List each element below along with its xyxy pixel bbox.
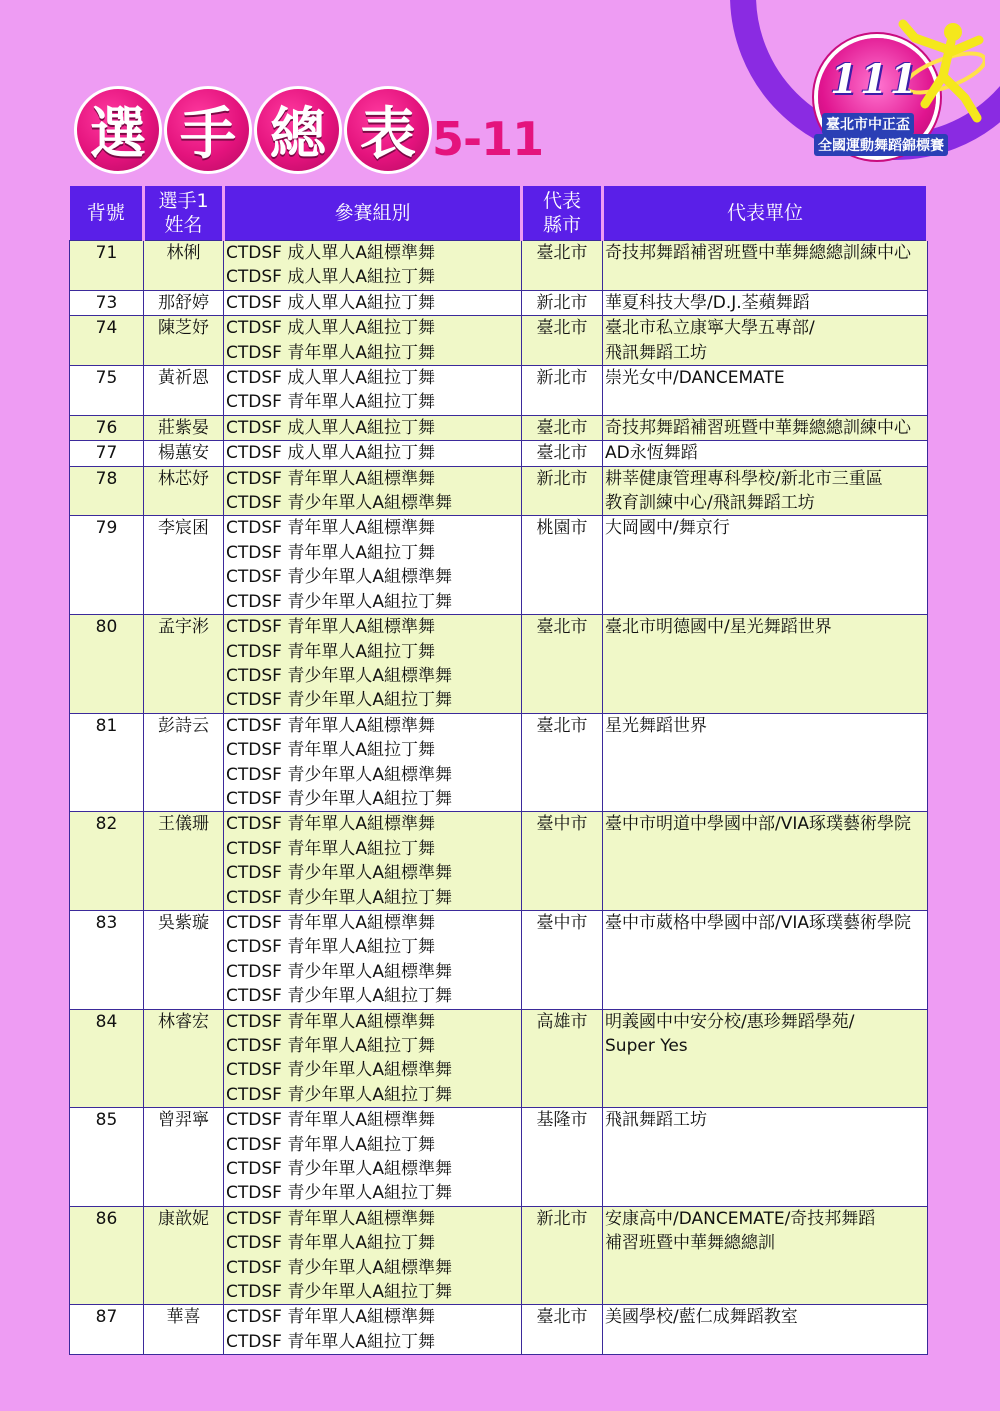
logo-text-line2: 全國運動舞蹈錦標賽 [814,134,948,156]
event-item: CTDSF 成人單人A組拉丁舞 [226,318,435,339]
event-item: CTDSF 青年單人A組拉丁舞 [226,1036,435,1056]
unit [603,366,928,416]
event-list [224,516,522,615]
unit [603,910,928,1009]
event-item: CTDSF 青少年單人A組標準舞 [226,567,452,588]
unit-line: 臺中市明道中學國中部/VIA琢璞藝術學院 [605,814,911,835]
unit-line: 補習班暨中華舞總總訓 [605,1233,775,1254]
table-row [70,1305,928,1355]
title-char: 表 [344,86,432,174]
unit-line: 臺北市私立康寧大學五專部/ [605,318,815,339]
player-name: 彭詩云 [144,713,224,812]
row-number: 74 [70,316,144,366]
county: 臺北市 [522,241,603,291]
event-list [224,366,522,416]
unit [603,615,928,714]
event-item: CTDSF 青年單人A組拉丁舞 [226,740,435,761]
unit [603,713,928,812]
county: 臺北市 [522,1305,603,1355]
event-item: CTDSF 青少年單人A組標準舞 [226,863,452,884]
event-item: CTDSF 成人單人A組拉丁舞 [226,292,435,313]
col-header-no: 背號 [70,186,144,241]
county: 新北市 [522,290,603,315]
row-number: 79 [70,516,144,615]
event-item: CTDSF 成人單人A組標準舞 [226,243,435,263]
event-item: CTDSF 青少年單人A組標準舞 [226,665,452,686]
event-list [224,1108,522,1207]
county: 桃園市 [522,516,603,615]
row-number: 87 [70,1305,144,1355]
table-row [70,1206,928,1305]
event-list [224,241,522,291]
event-item: CTDSF 青少年單人A組拉丁舞 [226,1282,452,1303]
unit-line: 耕莘健康管理專科學校/新北市三重區 [605,468,883,489]
player-name: 康歆妮 [144,1206,224,1305]
table-row [70,713,928,812]
county: 臺北市 [522,615,603,714]
event-item: CTDSF 青年單人A組拉丁舞 [226,641,435,662]
col-header-event: 參賽組別 [224,186,522,241]
event-item: CTDSF 青少年單人A組拉丁舞 [226,887,452,908]
event-item: CTDSF 青少年單人A組拉丁舞 [226,591,452,612]
county: 高雄市 [522,1009,603,1108]
title-char: 手 [164,86,252,174]
row-number: 73 [70,290,144,315]
unit-line: 臺北市明德國中/星光舞蹈世界 [605,617,832,638]
event-item: CTDSF 青少年單人A組標準舞 [226,1159,452,1180]
event-item: CTDSF 青年單人A組拉丁舞 [226,937,435,958]
unit-line: 飛訊舞蹈工坊 [605,342,707,363]
event-item: CTDSF 青年單人A組標準舞 [226,617,435,638]
table-row [70,441,928,466]
unit-line: 美國學校/藍仁成舞蹈教室 [605,1307,798,1328]
col-header-county-line: 代表 [542,190,581,212]
table-header-row [70,186,928,241]
event-list [224,1206,522,1305]
logo-text-line1: 臺北市中正盃 [822,113,914,135]
unit [603,1206,928,1305]
unit-line: 明義國中中安分校/惠珍舞蹈學苑/ [605,1011,855,1032]
row-number: 85 [70,1108,144,1207]
row-number: 86 [70,1206,144,1305]
col-header-unit: 代表單位 [603,186,928,241]
event-item: CTDSF 青年單人A組標準舞 [226,1307,435,1328]
unit [603,290,928,315]
unit-line: 星光舞蹈世界 [605,715,707,736]
unit-line: 大岡國中/舞京行 [605,518,730,539]
unit [603,466,928,516]
event-item: CTDSF 青少年單人A組標準舞 [226,961,452,982]
row-number: 84 [70,1009,144,1108]
event-item: CTDSF 青年單人A組拉丁舞 [226,1233,435,1254]
event-item: CTDSF 成人單人A組拉丁舞 [226,417,435,438]
event-item: CTDSF 青年單人A組標準舞 [226,468,435,489]
roster-table [69,186,929,1355]
title-char: 選 [74,86,162,174]
county: 臺中市 [522,910,603,1009]
title-char: 總 [254,86,342,174]
table-row [70,1108,928,1207]
unit-line: 奇技邦舞蹈補習班暨中華舞總總訓練中心 [605,417,911,438]
player-name: 華喜 [144,1305,224,1355]
table-row [70,615,928,714]
col-header-county-line: 縣市 [542,214,581,236]
event-item: CTDSF 青年單人A組拉丁舞 [226,542,435,563]
player-name: 曾羿寧 [144,1108,224,1207]
row-number: 82 [70,812,144,911]
event-item: CTDSF 青少年單人A組拉丁舞 [226,1183,452,1204]
row-number: 80 [70,615,144,714]
page-range: 5-11 [432,112,544,166]
county: 臺北市 [522,316,603,366]
unit [603,316,928,366]
event-item: CTDSF 青年單人A組拉丁舞 [226,1331,435,1352]
county: 新北市 [522,1206,603,1305]
row-number: 81 [70,713,144,812]
unit-line: AD永恆舞蹈 [605,443,698,464]
player-name: 李宸囷 [144,516,224,615]
event-item: CTDSF 青年單人A組拉丁舞 [226,838,435,859]
unit [603,812,928,911]
event-item: CTDSF 青年單人A組拉丁舞 [226,1134,435,1155]
player-name: 林芯妤 [144,466,224,516]
event-logo [800,18,990,153]
col-header-county [522,186,603,241]
county: 新北市 [522,466,603,516]
unit-line: 教育訓練中心/飛訊舞蹈工坊 [605,493,815,514]
event-list [224,812,522,911]
unit [603,415,928,440]
unit-line: 安康高中/DANCEMATE/奇技邦舞蹈 [605,1208,876,1229]
county: 臺北市 [522,415,603,440]
row-number: 71 [70,241,144,291]
player-name: 吳紫璇 [144,910,224,1009]
row-number: 76 [70,415,144,440]
unit-line: 崇光女中/DANCEMATE [605,368,785,389]
unit-line: 華夏科技大學/D.J.荃蘋舞蹈 [605,292,810,313]
table-row [70,516,928,615]
unit-line: 飛訊舞蹈工坊 [605,1110,707,1131]
event-item: CTDSF 青年單人A組標準舞 [226,518,435,539]
event-list [224,1305,522,1355]
roster-body [70,241,928,1355]
county: 臺北市 [522,441,603,466]
event-item: CTDSF 青少年單人A組拉丁舞 [226,690,452,711]
event-item: CTDSF 青年單人A組拉丁舞 [226,342,435,363]
county: 基隆市 [522,1108,603,1207]
county: 新北市 [522,366,603,416]
event-item: CTDSF 青年單人A組標準舞 [226,814,435,835]
table-row [70,910,928,1009]
unit [603,1108,928,1207]
event-item: CTDSF 青年單人A組標準舞 [226,1011,435,1032]
player-name: 陳芝妤 [144,316,224,366]
col-header-name [144,186,224,241]
table-row [70,466,928,516]
event-item: CTDSF 青少年單人A組標準舞 [226,1257,452,1278]
event-list [224,290,522,315]
unit [603,441,928,466]
event-item: CTDSF 青年單人A組標準舞 [226,1208,435,1229]
event-item: CTDSF 青少年單人A組拉丁舞 [226,1084,452,1105]
event-list [224,466,522,516]
table-row [70,241,928,291]
event-item: CTDSF 青年單人A組拉丁舞 [226,392,435,413]
event-item: CTDSF 青少年單人A組標準舞 [226,493,452,514]
event-list [224,615,522,714]
table-row [70,290,928,315]
event-list [224,415,522,440]
logo-number: 111 [830,56,920,103]
county: 臺中市 [522,812,603,911]
table-row [70,1009,928,1108]
player-name: 那舒婷 [144,290,224,315]
event-item: CTDSF 青少年單人A組標準舞 [226,1060,452,1081]
row-number: 83 [70,910,144,1009]
unit [603,1009,928,1108]
table-row [70,316,928,366]
unit [603,241,928,291]
page-title [74,86,432,174]
col-header-name-line: 選手1 [158,190,209,212]
row-number: 78 [70,466,144,516]
event-item: CTDSF 青少年單人A組拉丁舞 [226,788,452,809]
county: 臺北市 [522,713,603,812]
unit [603,516,928,615]
event-item: CTDSF 青年單人A組標準舞 [226,912,435,933]
unit-line: Super Yes [605,1036,688,1056]
unit-line: 奇技邦舞蹈補習班暨中華舞總總訓練中心 [605,243,911,263]
event-item: CTDSF 成人單人A組拉丁舞 [226,368,435,389]
table-row [70,366,928,416]
player-name: 楊蕙安 [144,441,224,466]
player-name: 林俐 [144,241,224,291]
event-list [224,713,522,812]
event-item: CTDSF 成人單人A組拉丁舞 [226,267,435,288]
event-item: CTDSF 青年單人A組標準舞 [226,1110,435,1131]
event-item: CTDSF 青少年單人A組標準舞 [226,764,452,785]
table-row [70,415,928,440]
row-number: 75 [70,366,144,416]
event-item: CTDSF 成人單人A組拉丁舞 [226,443,435,464]
event-item: CTDSF 青年單人A組標準舞 [226,715,435,736]
player-name: 孟宇涁 [144,615,224,714]
unit [603,1305,928,1355]
col-header-name-line: 姓名 [164,214,203,236]
event-list [224,910,522,1009]
row-number: 77 [70,441,144,466]
player-name: 王儀珊 [144,812,224,911]
table-row [70,812,928,911]
player-name: 黃祈恩 [144,366,224,416]
event-list [224,441,522,466]
unit-line: 臺中市葳格中學國中部/VIA琢璞藝術學院 [605,912,911,933]
event-list [224,1009,522,1108]
player-name: 林睿宏 [144,1009,224,1108]
player-name: 莊紫晏 [144,415,224,440]
event-item: CTDSF 青少年單人A組拉丁舞 [226,986,452,1007]
event-list [224,316,522,366]
